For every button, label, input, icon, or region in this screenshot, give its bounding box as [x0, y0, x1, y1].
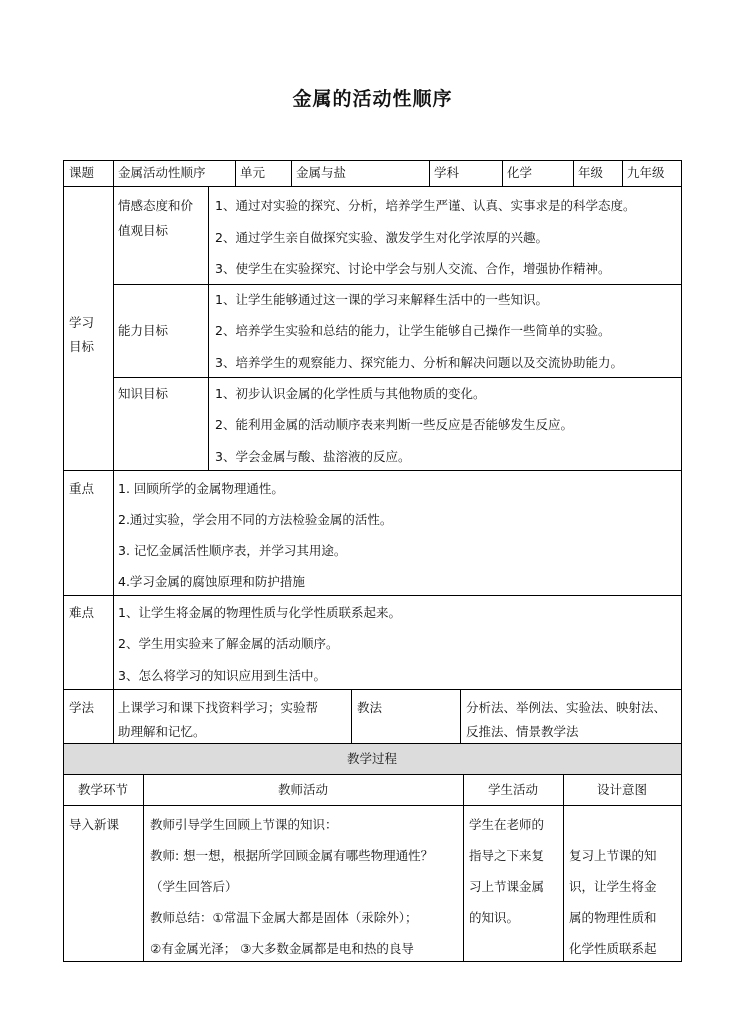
teacher-activity-line: ②有金属光泽； ③大多数金属都是电和热的良导	[150, 941, 414, 956]
teach-method-label: 教法	[357, 700, 383, 715]
unit-value: 金属与盐	[296, 165, 347, 180]
stage-cell: 导入新课	[69, 817, 120, 832]
emotion-goal-label: 情感态度和价	[118, 198, 194, 213]
subject-value: 化学	[507, 165, 533, 180]
ability-goal-item: 2、培养学生实验和总结的能力，让学生能够自己操作一些简单的实验。	[215, 323, 611, 338]
key-points-label: 重点	[69, 481, 95, 496]
student-activity-line: 的知识。	[469, 910, 520, 925]
col-student-header: 学生活动	[487, 782, 538, 797]
student-activity-line: 学生在老师的	[469, 817, 545, 832]
grade-label: 年级	[578, 165, 604, 180]
study-method-label: 学法	[69, 700, 95, 715]
teacher-activity-line: （学生回答后）	[150, 879, 238, 894]
study-method-text-2: 助理解和记忆。	[118, 724, 206, 739]
col-design-header: 设计意图	[596, 782, 647, 797]
col-stage-header: 教学环节	[77, 782, 128, 797]
page-title: 金属的活动性顺序	[292, 88, 453, 110]
design-intent-line: 化学性质联系起	[569, 941, 657, 956]
difficulty-label: 难点	[69, 605, 95, 620]
goals-label: 学习	[69, 315, 95, 330]
study-method-text: 上课学习和课下找资料学习；实验帮	[118, 700, 319, 715]
emotion-goal-item: 2、通过学生亲自做探究实验、激发学生对化学浓厚的兴趣。	[215, 230, 548, 245]
emotion-goal-item: 1、通过对实验的探究、分析，培养学生严谨、认真、实事求是的科学态度。	[215, 198, 636, 213]
student-activity-line: 习上节课金属	[469, 879, 545, 894]
difficulty-item: 2、学生用实验来了解金属的活动顺序。	[118, 636, 339, 651]
col-teacher-header: 教师活动	[277, 782, 328, 797]
key-point-item: 1. 回顾所学的金属物理通性。	[118, 481, 284, 496]
ability-goal-label: 能力目标	[118, 323, 169, 338]
difficulty-item: 3、怎么将学习的知识应用到生活中。	[118, 668, 326, 683]
knowledge-goal-item: 3、学会金属与酸、盐溶液的反应。	[215, 449, 411, 464]
subject-label: 学科	[434, 165, 460, 180]
teacher-activity-line: 教师引导学生回顾上节课的知识：	[150, 817, 338, 832]
course-value: 金属活动性顺序	[118, 165, 206, 180]
ability-goal-item: 1、让学生能够通过这一课的学习来解释生活中的一些知识。	[215, 292, 548, 307]
teach-method-text-2: 反推法、情景教学法	[466, 724, 579, 739]
unit-label: 单元	[240, 165, 266, 180]
key-point-item: 3. 记忆金属活性顺序表，并学习其用途。	[118, 543, 347, 558]
teacher-activity-line: 教师总结：①常温下金属大都是固体（汞除外）；	[150, 910, 418, 925]
course-label: 课题	[69, 165, 95, 180]
difficulty-item: 1、让学生将金属的物理性质与化学性质联系起来。	[118, 605, 401, 620]
process-title: 教学过程	[346, 751, 397, 766]
design-intent-line: 识，让学生将金	[569, 879, 657, 894]
knowledge-goal-label: 知识目标	[118, 386, 169, 401]
emotion-goal-label-2: 值观目标	[118, 223, 169, 238]
knowledge-goal-item: 2、能利用金属的活动顺序表来判断一些反应是否能够发生反应。	[215, 417, 573, 432]
ability-goal-item: 3、培养学生的观察能力、探究能力、分析和解决问题以及交流协助能力。	[215, 355, 623, 370]
goals-label-2: 目标	[69, 339, 95, 354]
teacher-activity-line: 教师: 想一想，根据所学回顾金属有哪些物理通性？	[150, 848, 434, 863]
design-intent-line: 属的物理性质和	[569, 910, 657, 925]
teach-method-text: 分析法、举例法、实验法、映射法、	[466, 700, 667, 715]
emotion-goal-item: 3、使学生在实验探究、讨论中学会与别人交流、合作，增强协作精神。	[215, 261, 611, 276]
key-point-item: 4.学习金属的腐蚀原理和防护措施	[118, 574, 305, 589]
design-intent-line: 复习上节课的知	[569, 848, 657, 863]
knowledge-goal-item: 1、初步认识金属的化学性质与其他物质的变化。	[215, 386, 486, 401]
grade-value: 九年级	[627, 165, 665, 180]
student-activity-line: 指导之下来复	[469, 848, 545, 863]
key-point-item: 2.通过实验，学会用不同的方法检验金属的活性。	[118, 512, 393, 527]
